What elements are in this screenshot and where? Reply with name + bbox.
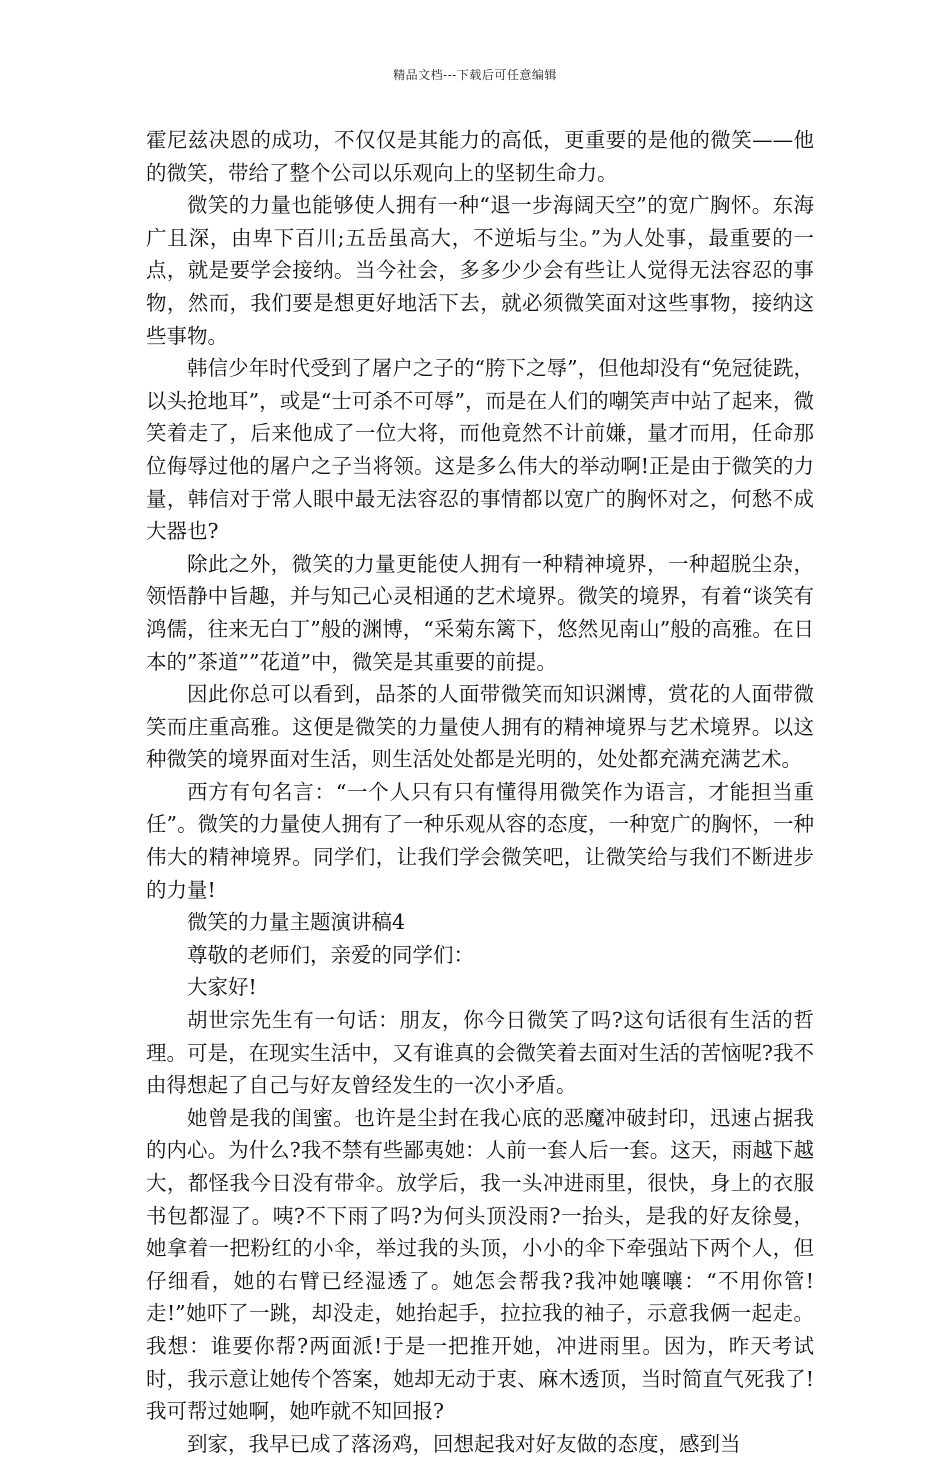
salutation: 尊敬的老师们，亲爱的同学们： <box>187 942 474 967</box>
greeting: 大家好! <box>187 975 257 1000</box>
paragraph: 除此之外，微笑的力量更能使人拥有一种精神境界，一种超脱尘杂，领悟静中旨趣，并与知己心灵相通的艺术境界。微笑的境界，有着“谈笑有鸿儒，往来无白丁”般的渊博，“采菊东篱下，悠然见南山”般的高雅。在日本的”茶道””花道”中，微笑是其重要的前提。 <box>146 551 814 674</box>
paragraph: 到家，我早已成了落汤鸡，回想起我对好友做的态度，感到当 <box>187 1431 741 1456</box>
paragraph: 胡世宗先生有一句话：朋友，你今日微笑了吗?这句话很有生活的哲理。可是，在现实生活中，又有谁真的会微笑着去面对生活的苦恼呢?我不由得想起了自己与好友曾经发生的一次小矛盾。 <box>146 1008 814 1098</box>
section-title: 微笑的力量主题演讲稿4 <box>187 910 406 935</box>
paragraph: 韩信少年时代受到了屠户之子的“胯下之辱”，但他却没有“免冠徒跣，以头抢地耳”，或是“士可杀不可辱”，而是在人们的嘲笑声中站了起来，微笑着走了，后来他成了一位大将，而他竟然不计前嫌，量才而用，任命那位侮辱过他的屠户之子当将领。这是多么伟大的举动啊!正是由于微笑的力量，韩信对于常人眼中最无法容忍的事情都以宽广的胸怀对之，何愁不成大器也? <box>146 356 814 544</box>
paragraph: 西方有句名言：“一个人只有只有懂得用微笑作为语言，才能担当重任”。微笑的力量使人拥有了一种乐观从容的态度，一种宽广的胸怀，一种伟大的精神境界。同学们，让我们学会微笑吧，让微笑给与我们不断进步的力量! <box>146 779 814 902</box>
paragraph: 因此你总可以看到，品茶的人面带微笑而知识渊博，赏花的人面带微笑而庄重高雅。这便是微笑的力量使人拥有的精神境界与艺术境界。以这种微笑的境界面对生活，则生活处处都是光明的，处处都充满充满艺术。 <box>146 682 814 772</box>
paragraph: 微笑的力量也能够使人拥有一种“退一步海阔天空”的宽广胸怀。东海广且深，由卑下百川;五岳虽高大，不逆垢与尘。”为人处事，最重要的一点，就是要学会接纳。当今社会，多多少少会有些让人觉得无法容忍的事物，然而，我们要是想更好地活下去，就必须微笑面对这些事物，接纳这些事物。 <box>146 193 814 348</box>
document-body <box>146 124 814 1460</box>
paragraph: 霍尼兹决恩的成功，不仅仅是其能力的高低，更重要的是他的微笑——他的微笑，带给了整个公司以乐观向上的坚韧生命力。 <box>146 128 814 185</box>
page-header: 精品文档---下载后可任意编辑 <box>393 68 557 82</box>
paragraph: 她曾是我的闺蜜。也许是尘封在我心底的恶魔冲破封印，迅速占据我的内心。为什么?我不禁有些鄙夷她：人前一套人后一套。这天，雨越下越大，都怪我今日没有带伞。放学后，我一头冲进雨里，很快，身上的衣服书包都湿了。咦?不下雨了吗?为何头顶没雨?一抬头，是我的好友徐曼，她拿着一把粉红的小伞，举过我的头顶，小小的伞下牵强站下两个人，但仔细看，她的右臂已经湿透了。她怎会帮我?我冲她嚷嚷：“不用你管!走!”她吓了一跳，却没走，她抬起手，拉拉我的袖子，示意我俩一起走。我想：谁要你帮?两面派!于是一把推开她，冲进雨里。因为，昨天考试时，我示意让她传个答案，她却无动于衷、麻木透顶，当时简直气死我了!我可帮过她啊，她咋就不知回报? <box>146 1105 814 1424</box>
